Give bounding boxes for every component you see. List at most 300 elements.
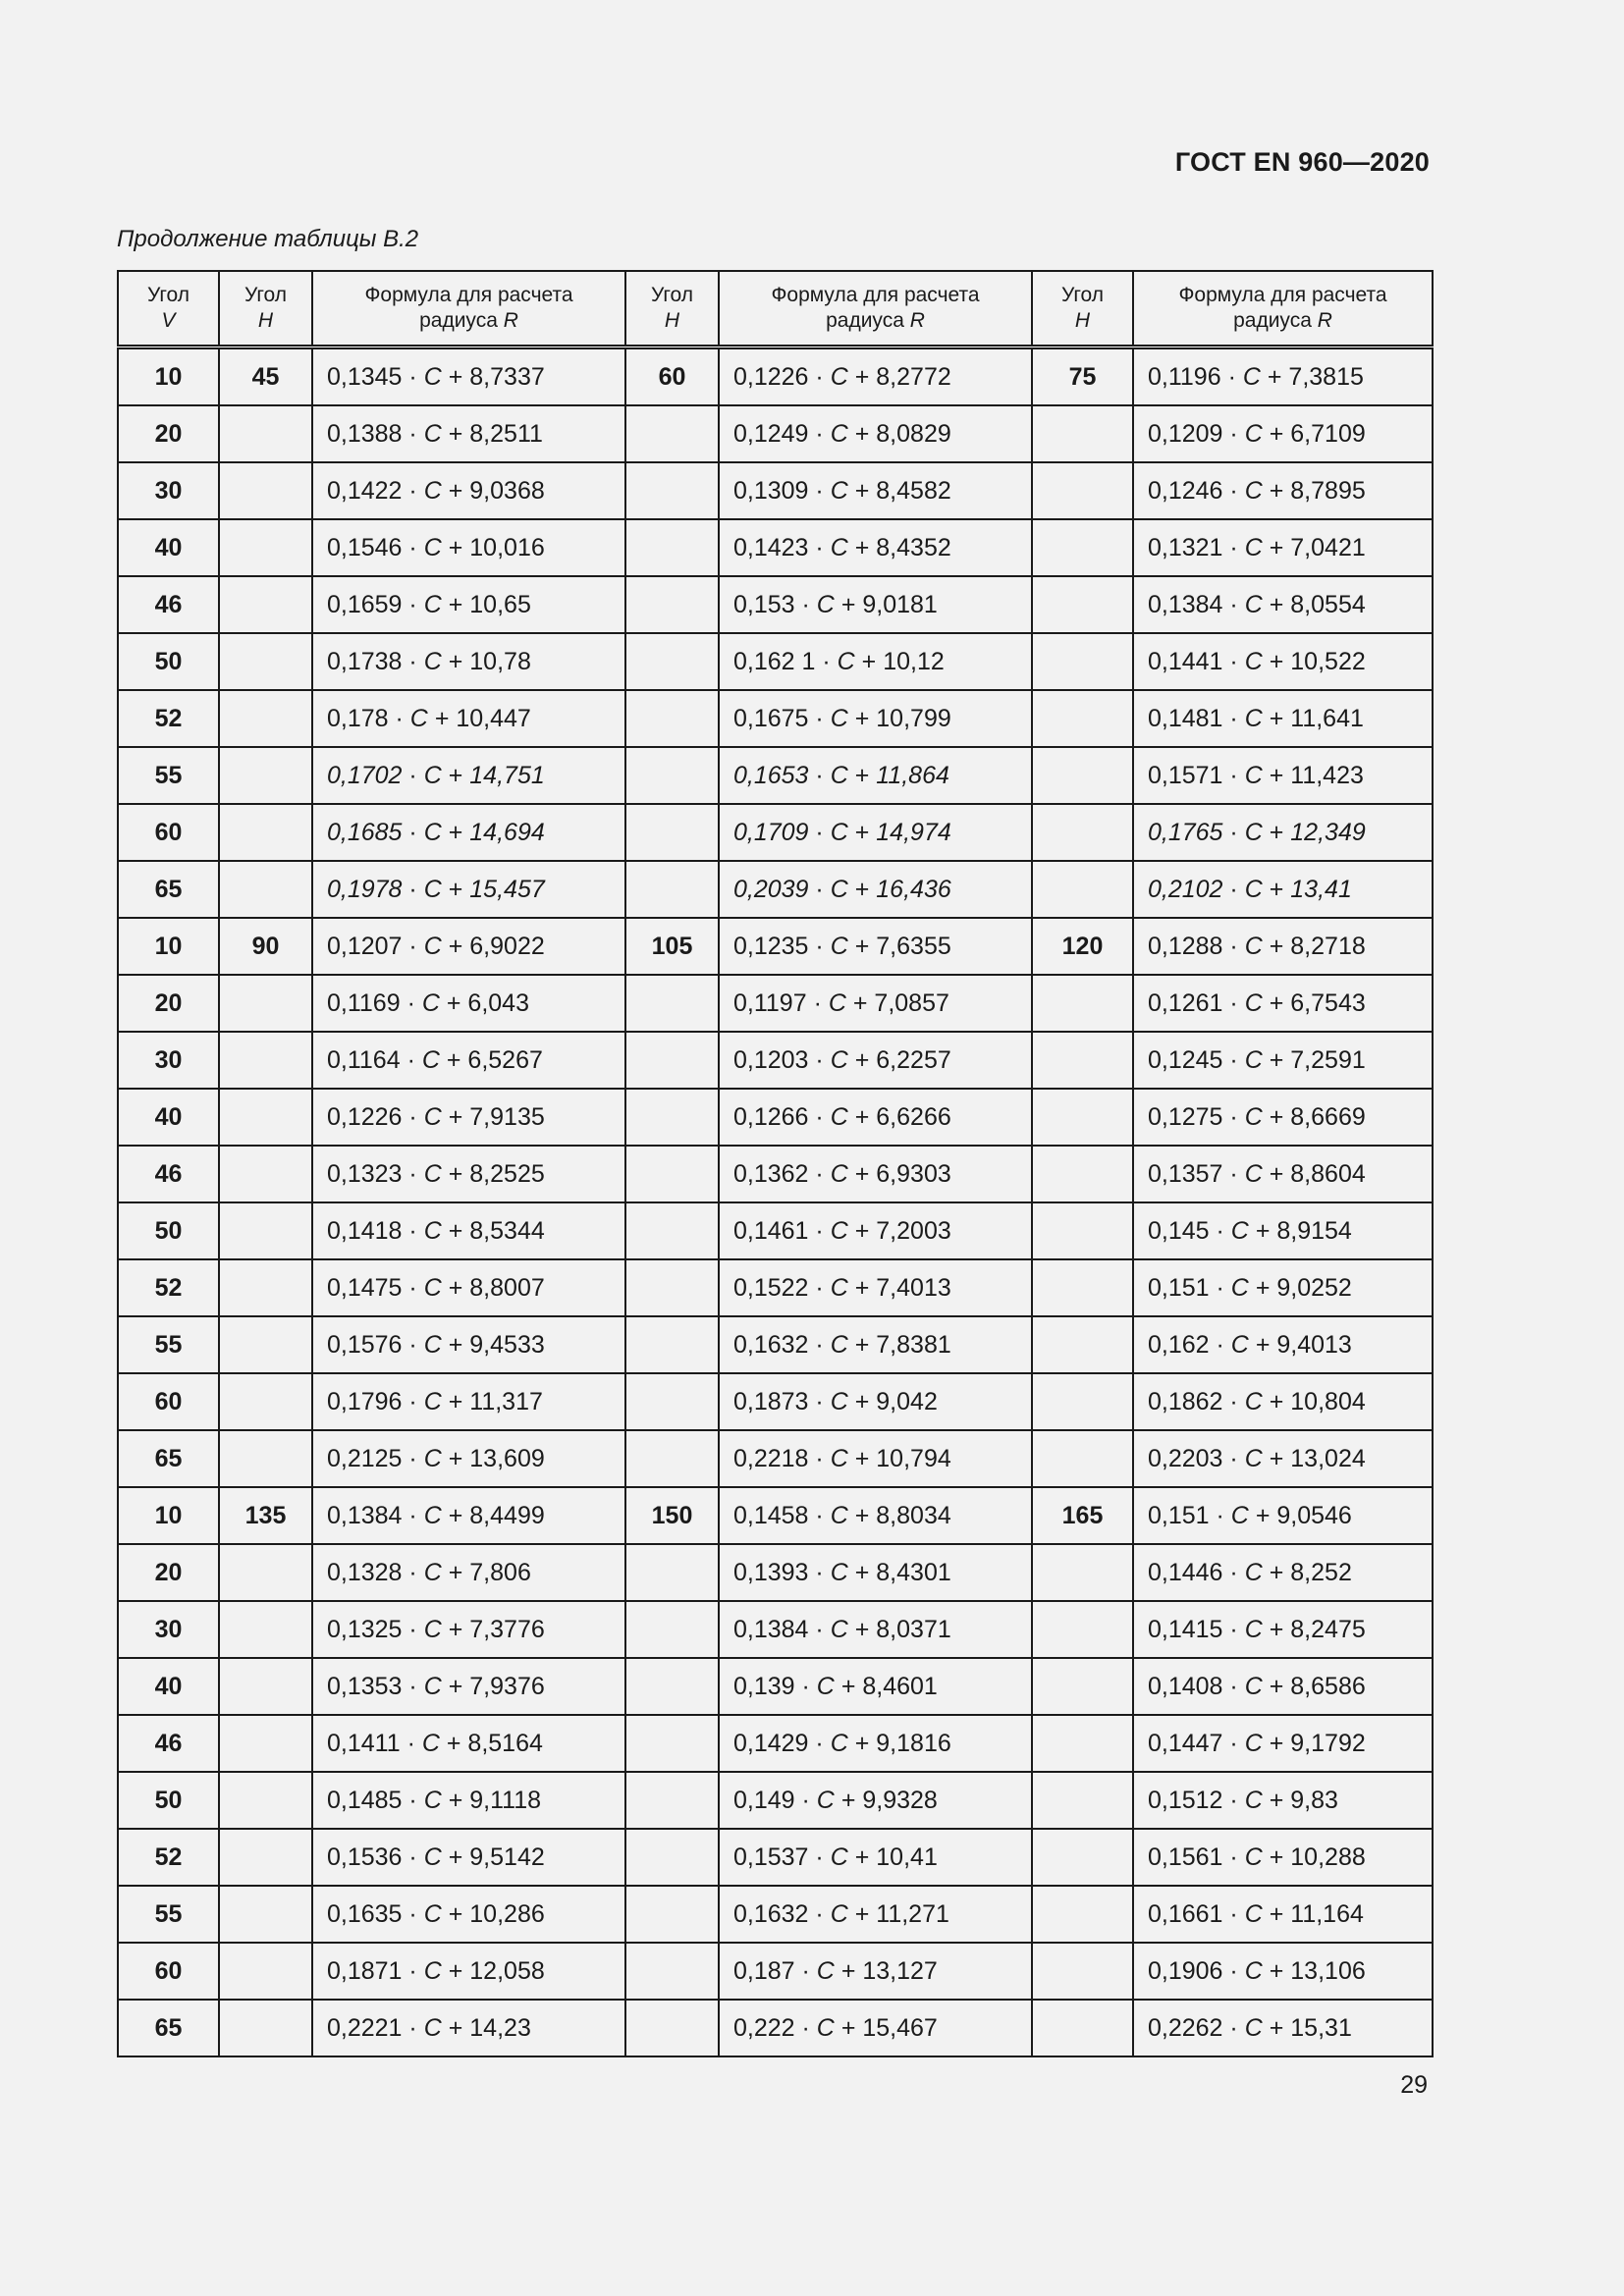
angle-v-cell: 60 — [118, 1373, 219, 1430]
angle-h-cell — [1032, 462, 1133, 519]
coefficient-b: 9,1816 — [876, 1729, 951, 1757]
plus-sign: + — [1269, 1956, 1284, 1985]
coefficient-b: 9,1118 — [469, 1786, 542, 1814]
angle-h-cell — [1032, 861, 1133, 918]
header-angle-h: Угол H — [1032, 271, 1133, 347]
coefficient-b: 10,65 — [469, 590, 531, 618]
angle-v-cell: 30 — [118, 1032, 219, 1089]
angle-h-cell — [625, 1089, 719, 1146]
coefficient-b: 8,4301 — [876, 1558, 951, 1586]
plus-sign: + — [448, 875, 463, 903]
multiply-dot: · — [408, 1786, 417, 1814]
multiply-dot: · — [1229, 2013, 1238, 2042]
coefficient-a: 0,1632 — [733, 1330, 809, 1359]
multiply-dot: · — [408, 761, 417, 789]
coefficient-b: 9,4533 — [469, 1330, 545, 1359]
formula-cell — [719, 1658, 1032, 1715]
table-row — [118, 1658, 1433, 1715]
angle-h-cell — [1032, 1373, 1133, 1430]
plus-sign: + — [840, 1672, 856, 1700]
coefficient-a: 0,1685 — [327, 818, 403, 846]
plus-sign: + — [854, 362, 870, 391]
variable-c: C — [423, 932, 442, 960]
coefficient-a: 0,1353 — [327, 1672, 403, 1700]
coefficient-a: 0,1447 — [1148, 1729, 1223, 1757]
coefficient-a: 0,1429 — [733, 1729, 809, 1757]
variable-c: C — [830, 1102, 848, 1131]
plus-sign: + — [854, 1330, 870, 1359]
multiply-dot: · — [1229, 1387, 1238, 1415]
variable-c: C — [1244, 932, 1263, 960]
formula-cell — [719, 1829, 1032, 1886]
formula-cell — [1133, 1089, 1433, 1146]
plus-sign: + — [448, 590, 463, 618]
angle-h-cell — [625, 690, 719, 747]
plus-sign: + — [854, 1045, 870, 1074]
plus-sign: + — [1255, 1501, 1271, 1529]
coefficient-a: 0,178 — [327, 704, 389, 732]
coefficient-b: 7,6355 — [876, 932, 951, 960]
plus-sign: + — [1269, 1387, 1284, 1415]
plus-sign: + — [448, 647, 463, 675]
multiply-dot: · — [1229, 533, 1238, 561]
angle-h-cell — [625, 1772, 719, 1829]
coefficient-a: 0,2125 — [327, 1444, 403, 1472]
coefficient-b: 9,0252 — [1276, 1273, 1352, 1302]
angle-h-cell — [625, 1829, 719, 1886]
coefficient-a: 0,1796 — [327, 1387, 403, 1415]
table-row — [118, 861, 1433, 918]
angle-h-cell: 135 — [219, 1487, 312, 1544]
variable-c: C — [830, 761, 848, 789]
coefficient-b: 15,31 — [1290, 2013, 1352, 2042]
coefficient-b: 7,3815 — [1288, 362, 1364, 391]
plus-sign: + — [1269, 590, 1284, 618]
plus-sign: + — [852, 988, 868, 1017]
table-row — [118, 1430, 1433, 1487]
table-row — [118, 1829, 1433, 1886]
multiply-dot: · — [815, 704, 824, 732]
multiply-dot: · — [408, 1501, 417, 1529]
radius-formula-table — [117, 270, 1434, 2057]
variable-c: C — [1244, 1045, 1263, 1074]
plus-sign: + — [448, 1842, 463, 1871]
formula-cell — [719, 1601, 1032, 1658]
coefficient-a: 0,2218 — [733, 1444, 809, 1472]
formula-cell — [1133, 1202, 1433, 1259]
formula-cell — [719, 1089, 1032, 1146]
angle-h-cell — [1032, 1544, 1133, 1601]
multiply-dot: · — [408, 1558, 417, 1586]
variable-c: C — [830, 1558, 848, 1586]
plus-sign: + — [1269, 2013, 1284, 2042]
plus-sign: + — [1255, 1216, 1271, 1245]
coefficient-b: 9,042 — [876, 1387, 938, 1415]
table-row — [118, 2000, 1433, 2056]
multiply-dot: · — [1229, 818, 1238, 846]
table-row — [118, 1943, 1433, 2000]
coefficient-a: 0,1418 — [327, 1216, 403, 1245]
variable-c: C — [830, 476, 848, 505]
multiply-dot: · — [815, 1444, 824, 1472]
variable-c: C — [1244, 1387, 1263, 1415]
formula-cell — [1133, 1544, 1433, 1601]
formula-cell — [719, 1943, 1032, 2000]
coefficient-b: 8,4582 — [876, 476, 951, 505]
angle-h-cell: 45 — [219, 347, 312, 406]
coefficient-b: 7,3776 — [469, 1615, 545, 1643]
multiply-dot: · — [1229, 1444, 1238, 1472]
coefficient-a: 0,1357 — [1148, 1159, 1223, 1188]
variable-c: C — [830, 932, 848, 960]
multiply-dot: · — [815, 1558, 824, 1586]
angle-h-cell — [1032, 804, 1133, 861]
coefficient-a: 0,1266 — [733, 1102, 809, 1131]
plus-sign: + — [448, 533, 463, 561]
angle-h-cell — [219, 2000, 312, 2056]
coefficient-a: 0,1345 — [327, 362, 403, 391]
coefficient-a: 0,162 — [1148, 1330, 1210, 1359]
multiply-dot: · — [815, 1899, 824, 1928]
angle-h-cell — [1032, 1202, 1133, 1259]
multiply-dot: · — [815, 476, 824, 505]
plus-sign: + — [854, 1387, 870, 1415]
multiply-dot: · — [408, 362, 417, 391]
angle-h-cell — [219, 1658, 312, 1715]
multiply-dot: · — [408, 1330, 417, 1359]
plus-sign: + — [434, 704, 450, 732]
table-row — [118, 690, 1433, 747]
angle-h-cell — [625, 1544, 719, 1601]
variable-c: C — [1244, 2013, 1263, 2042]
multiply-dot: · — [815, 1501, 824, 1529]
table-row — [118, 918, 1433, 975]
variable-c: C — [1244, 1786, 1263, 1814]
variable-c: C — [1244, 1102, 1263, 1131]
variable-c: C — [816, 2013, 835, 2042]
plus-sign: + — [1269, 704, 1284, 732]
coefficient-b: 8,4601 — [862, 1672, 938, 1700]
multiply-dot: · — [406, 1045, 415, 1074]
angle-h-cell — [219, 1715, 312, 1772]
multiply-dot: · — [801, 2013, 810, 2042]
plus-sign: + — [1269, 647, 1284, 675]
variable-c: C — [421, 1729, 440, 1757]
coefficient-b: 9,0368 — [469, 476, 545, 505]
coefficient-b: 11,864 — [876, 761, 949, 789]
multiply-dot: · — [1229, 1672, 1238, 1700]
angle-h-cell — [1032, 576, 1133, 633]
plus-sign: + — [1269, 818, 1284, 846]
header-formula: Формула для расчета радиуса R — [312, 271, 625, 347]
multiply-dot: · — [1229, 1956, 1238, 1985]
plus-sign: + — [861, 647, 877, 675]
angle-h-cell — [219, 1886, 312, 1943]
coefficient-a: 0,1423 — [733, 533, 809, 561]
angle-v-cell: 40 — [118, 1658, 219, 1715]
angle-h-cell — [625, 1146, 719, 1202]
plus-sign: + — [448, 476, 463, 505]
coefficient-a: 0,1441 — [1148, 647, 1223, 675]
coefficient-b: 8,2475 — [1290, 1615, 1366, 1643]
angle-v-cell: 52 — [118, 1259, 219, 1316]
formula-cell — [312, 804, 625, 861]
coefficient-a: 0,1537 — [733, 1842, 809, 1871]
plus-sign: + — [1269, 419, 1284, 448]
multiply-dot: · — [801, 1786, 810, 1814]
formula-cell — [1133, 1715, 1433, 1772]
multiply-dot: · — [408, 2013, 417, 2042]
variable-c: C — [830, 419, 848, 448]
coefficient-b: 8,4352 — [876, 533, 951, 561]
variable-c: C — [1244, 533, 1263, 561]
coefficient-b: 14,694 — [469, 818, 545, 846]
coefficient-a: 0,1702 — [327, 761, 403, 789]
multiply-dot: · — [813, 988, 822, 1017]
coefficient-b: 7,0421 — [1290, 533, 1366, 561]
plus-sign: + — [448, 1615, 463, 1643]
coefficient-b: 8,7337 — [469, 362, 545, 391]
angle-h-cell — [1032, 1715, 1133, 1772]
multiply-dot: · — [1216, 1330, 1224, 1359]
formula-cell — [312, 1886, 625, 1943]
coefficient-a: 0,1446 — [1148, 1558, 1223, 1586]
coefficient-a: 0,1249 — [733, 419, 809, 448]
angle-h-cell — [219, 1601, 312, 1658]
multiply-dot: · — [1229, 1558, 1238, 1586]
coefficient-b: 8,7895 — [1290, 476, 1366, 505]
angle-h-cell — [625, 576, 719, 633]
variable-c: C — [830, 1387, 848, 1415]
coefficient-b: 6,6266 — [876, 1102, 951, 1131]
multiply-dot: · — [1216, 1216, 1224, 1245]
coefficient-a: 0,1738 — [327, 647, 403, 675]
plus-sign: + — [1269, 875, 1284, 903]
coefficient-a: 0,1411 — [327, 1729, 401, 1757]
plus-sign: + — [448, 1501, 463, 1529]
angle-v-cell: 46 — [118, 1715, 219, 1772]
formula-cell — [719, 1487, 1032, 1544]
multiply-dot: · — [1229, 419, 1238, 448]
multiply-dot: · — [408, 1672, 417, 1700]
angle-v-cell: 40 — [118, 519, 219, 576]
variable-c: C — [1244, 704, 1263, 732]
angle-h-cell — [219, 1032, 312, 1089]
variable-c: C — [423, 1899, 442, 1928]
multiply-dot: · — [822, 647, 831, 675]
multiply-dot: · — [1216, 1501, 1224, 1529]
formula-cell — [719, 1032, 1032, 1089]
table-row — [118, 747, 1433, 804]
plus-sign: + — [448, 932, 463, 960]
plus-sign: + — [448, 419, 463, 448]
coefficient-a: 0,2203 — [1148, 1444, 1223, 1472]
table-row — [118, 1715, 1433, 1772]
coefficient-b: 8,8034 — [876, 1501, 951, 1529]
page-number: 29 — [1400, 2071, 1428, 2099]
coefficient-b: 13,024 — [1290, 1444, 1366, 1472]
variable-c: C — [830, 1159, 848, 1188]
plus-sign: + — [1269, 1786, 1284, 1814]
multiply-dot: · — [815, 1273, 824, 1302]
variable-c: C — [1244, 419, 1263, 448]
coefficient-b: 6,5267 — [467, 1045, 543, 1074]
coefficient-b: 7,806 — [469, 1558, 531, 1586]
table-body — [118, 347, 1433, 2057]
formula-cell — [719, 1316, 1032, 1373]
angle-h-cell — [1032, 1943, 1133, 2000]
formula-cell — [312, 633, 625, 690]
angle-h-cell — [625, 1886, 719, 1943]
plus-sign: + — [448, 1558, 463, 1586]
coefficient-b: 7,0857 — [874, 988, 949, 1017]
angle-h-cell — [219, 1146, 312, 1202]
coefficient-b: 7,8381 — [876, 1330, 951, 1359]
coefficient-b: 11,271 — [876, 1899, 949, 1928]
variable-c: C — [423, 533, 442, 561]
formula-cell — [1133, 1430, 1433, 1487]
variable-c: C — [423, 1102, 442, 1131]
plus-sign: + — [448, 1387, 463, 1415]
coefficient-a: 0,1203 — [733, 1045, 809, 1074]
coefficient-b: 10,794 — [876, 1444, 951, 1472]
variable-c: C — [830, 1330, 848, 1359]
multiply-dot: · — [408, 1102, 417, 1131]
coefficient-b: 8,5164 — [467, 1729, 543, 1757]
coefficient-b: 14,751 — [469, 761, 545, 789]
plus-sign: + — [448, 362, 463, 391]
coefficient-b: 7,2591 — [1290, 1045, 1366, 1074]
angle-h-cell — [625, 2000, 719, 2056]
angle-h-cell — [219, 1943, 312, 2000]
angle-h-cell: 150 — [625, 1487, 719, 1544]
formula-cell — [312, 462, 625, 519]
angle-h-cell — [1032, 1316, 1133, 1373]
coefficient-b: 13,106 — [1290, 1956, 1366, 1985]
plus-sign: + — [1269, 476, 1284, 505]
coefficient-a: 0,1485 — [327, 1786, 403, 1814]
header-angle-h: Угол H — [625, 271, 719, 347]
angle-h-cell — [1032, 2000, 1133, 2056]
multiply-dot: · — [815, 1330, 824, 1359]
plus-sign: + — [854, 1558, 870, 1586]
coefficient-a: 0,1207 — [327, 932, 403, 960]
angle-h-cell — [219, 1430, 312, 1487]
plus-sign: + — [840, 1956, 856, 1985]
variable-c: C — [423, 419, 442, 448]
angle-h-cell — [625, 1658, 719, 1715]
angle-h-cell — [625, 975, 719, 1032]
angle-h-cell — [1032, 1146, 1133, 1202]
formula-cell — [719, 747, 1032, 804]
plus-sign: + — [448, 1899, 463, 1928]
formula-cell — [312, 576, 625, 633]
formula-cell — [1133, 1487, 1433, 1544]
formula-cell — [719, 1373, 1032, 1430]
angle-h-cell — [1032, 1089, 1133, 1146]
variable-c: C — [837, 647, 855, 675]
formula-cell — [312, 519, 625, 576]
variable-c: C — [1244, 988, 1263, 1017]
plus-sign: + — [1269, 1842, 1284, 1871]
angle-h-cell — [219, 462, 312, 519]
coefficient-a: 0,1261 — [1148, 988, 1223, 1017]
plus-sign: + — [448, 1330, 463, 1359]
coefficient-b: 8,6669 — [1290, 1102, 1366, 1131]
formula-cell — [719, 1715, 1032, 1772]
coefficient-b: 6,043 — [467, 988, 529, 1017]
coefficient-a: 0,1275 — [1148, 1102, 1223, 1131]
plus-sign: + — [1269, 1558, 1284, 1586]
multiply-dot: · — [801, 590, 810, 618]
angle-h-cell — [1032, 747, 1133, 804]
formula-cell — [719, 1146, 1032, 1202]
formula-cell — [312, 861, 625, 918]
plus-sign: + — [854, 1501, 870, 1529]
variable-c: C — [828, 988, 846, 1017]
variable-c: C — [423, 1273, 442, 1302]
multiply-dot: · — [815, 419, 824, 448]
variable-c: C — [1244, 761, 1263, 789]
variable-c: C — [816, 590, 835, 618]
angle-h-cell — [625, 1430, 719, 1487]
angle-v-cell: 65 — [118, 861, 219, 918]
coefficient-a: 0,151 — [1148, 1273, 1210, 1302]
multiply-dot: · — [408, 647, 417, 675]
coefficient-a: 0,1546 — [327, 533, 403, 561]
angle-h-cell — [1032, 633, 1133, 690]
formula-cell — [1133, 462, 1433, 519]
variable-c: C — [1244, 647, 1263, 675]
multiply-dot: · — [815, 1159, 824, 1188]
variable-c: C — [830, 533, 848, 561]
coefficient-b: 13,609 — [469, 1444, 545, 1472]
angle-h-cell — [1032, 1886, 1133, 1943]
table-row — [118, 1544, 1433, 1601]
variable-c: C — [423, 1159, 442, 1188]
formula-cell — [1133, 1032, 1433, 1089]
coefficient-b: 10,288 — [1290, 1842, 1366, 1871]
multiply-dot: · — [815, 932, 824, 960]
variable-c: C — [816, 1956, 835, 1985]
multiply-dot: · — [801, 1672, 810, 1700]
coefficient-a: 0,139 — [733, 1672, 795, 1700]
variable-c: C — [423, 1216, 442, 1245]
multiply-dot: · — [408, 818, 417, 846]
angle-h-cell — [625, 1373, 719, 1430]
table-row — [118, 1886, 1433, 1943]
multiply-dot: · — [1229, 875, 1238, 903]
multiply-dot: · — [815, 1045, 824, 1074]
coefficient-a: 0,1325 — [327, 1615, 403, 1643]
angle-v-cell: 50 — [118, 1772, 219, 1829]
plus-sign: + — [854, 875, 870, 903]
multiply-dot: · — [815, 1729, 824, 1757]
coefficient-a: 0,1309 — [733, 476, 809, 505]
variable-c: C — [423, 875, 442, 903]
variable-c: C — [1244, 1729, 1263, 1757]
angle-h-cell — [625, 405, 719, 462]
plus-sign: + — [448, 1956, 463, 1985]
table-row — [118, 576, 1433, 633]
coefficient-a: 0,1458 — [733, 1501, 809, 1529]
coefficient-b: 6,7109 — [1290, 419, 1366, 448]
formula-cell — [1133, 347, 1433, 406]
coefficient-b: 8,0829 — [876, 419, 951, 448]
formula-cell — [719, 804, 1032, 861]
coefficient-a: 0,1576 — [327, 1330, 403, 1359]
plus-sign: + — [854, 476, 870, 505]
